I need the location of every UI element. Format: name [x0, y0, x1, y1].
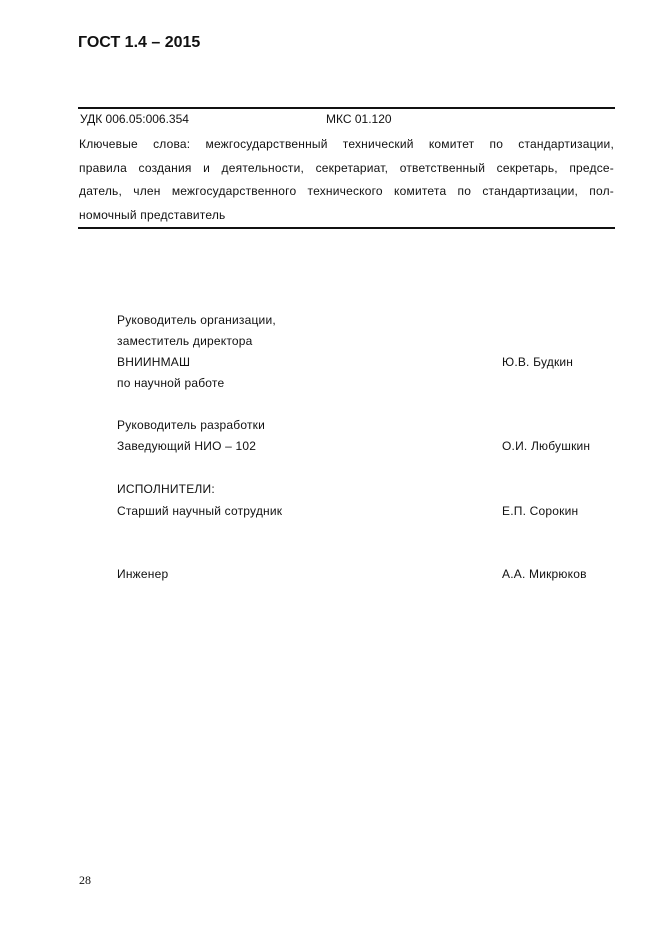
udk-code: УДК 006.05:006.354	[80, 112, 189, 126]
org-head-position: заместитель директора	[117, 334, 253, 348]
keywords-line: датель, член межгосударственного технического комитета по стандартизации, пол-	[79, 184, 614, 198]
dev-head-position: Заведующий НИО – 102	[117, 439, 257, 453]
keywords-line: правила создания и деятельности, секретариат, ответственный секретарь, предсе-	[79, 160, 614, 175]
keywords-line: номочный представитель	[79, 207, 226, 222]
org-head-name: Ю.В. Будкин	[502, 355, 574, 369]
top-divider	[78, 107, 615, 109]
page-number: 28	[79, 873, 91, 887]
page-title: ГОСТ 1.4 – 2015	[78, 34, 201, 51]
dev-head-title: Руководитель разработки	[117, 418, 266, 432]
org-head-organization: ВНИИНМАШ	[117, 355, 191, 369]
keywords-block	[79, 133, 614, 227]
org-head-area: по научной работе	[117, 376, 225, 390]
bottom-divider	[78, 227, 615, 229]
senior-researcher-name: Е.П. Сорокин	[502, 504, 579, 518]
executors-heading: ИСПОЛНИТЕЛИ:	[117, 482, 215, 496]
mks-code: МКС 01.120	[326, 112, 392, 126]
engineer-name: А.А. Микрюков	[502, 567, 587, 581]
keywords-line: Ключевые слова: межгосударственный технический комитет по стандартизации,	[79, 137, 614, 151]
dev-head-name: О.И. Любушкин	[502, 439, 591, 453]
senior-researcher-role: Старший научный сотрудник	[117, 504, 283, 518]
org-head-title: Руководитель организации,	[117, 313, 276, 327]
engineer-role: Инженер	[117, 567, 169, 581]
